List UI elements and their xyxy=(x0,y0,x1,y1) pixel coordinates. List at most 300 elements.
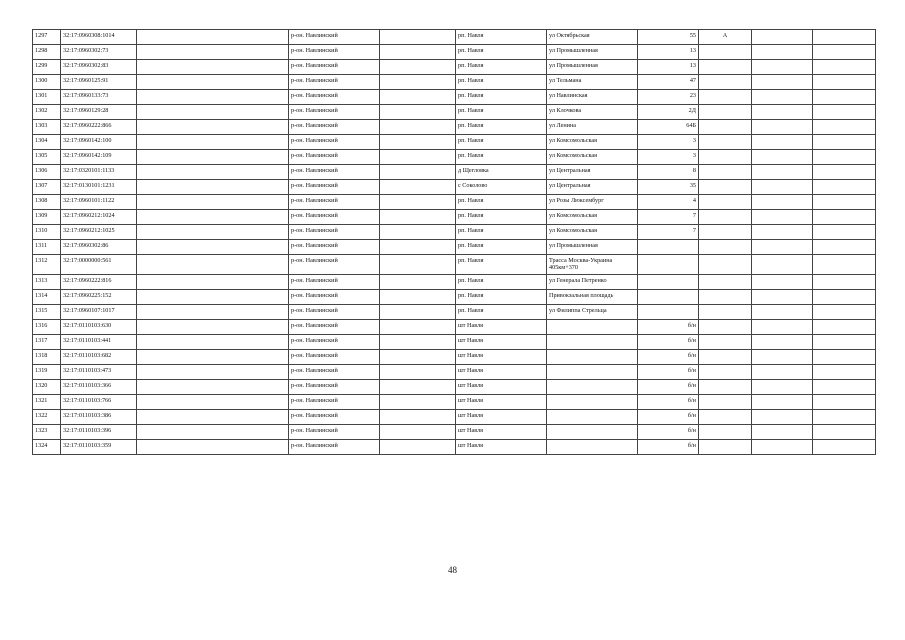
empty-cell xyxy=(380,105,456,120)
table-row xyxy=(33,305,876,320)
house-number-cell: 8 xyxy=(638,165,699,180)
street-cell: ул Клочкова xyxy=(547,105,638,120)
empty-cell xyxy=(813,135,876,150)
locality-cell: рп. Навля xyxy=(456,90,547,105)
empty-cell xyxy=(380,45,456,60)
house-number-cell: б/н xyxy=(638,350,699,365)
table-row xyxy=(33,150,876,165)
locality-cell: рп. Навля xyxy=(456,305,547,320)
empty-cell xyxy=(813,225,876,240)
table-row xyxy=(33,180,876,195)
empty-cell xyxy=(813,440,876,455)
district-cell: р-он. Навлинский xyxy=(289,350,380,365)
table-row xyxy=(33,290,876,305)
locality-cell: рп. Навля xyxy=(456,195,547,210)
table-row xyxy=(33,165,876,180)
empty-cell xyxy=(752,135,813,150)
district-cell: р-он. Навлинский xyxy=(289,275,380,290)
empty-cell xyxy=(752,60,813,75)
empty-cell xyxy=(752,365,813,380)
street-cell: Трасса Москва-Украина 405км+370 xyxy=(547,255,638,275)
district-cell: р-он. Навлинский xyxy=(289,120,380,135)
table-row xyxy=(33,240,876,255)
house-number-cell: 2Д xyxy=(638,105,699,120)
empty-cell xyxy=(813,60,876,75)
table-row xyxy=(33,380,876,395)
locality-cell: рп. Навля xyxy=(456,30,547,45)
empty-cell xyxy=(137,135,289,150)
empty-cell xyxy=(752,120,813,135)
table-row xyxy=(33,210,876,225)
empty-cell xyxy=(137,105,289,120)
locality-cell: рп. Навля xyxy=(456,120,547,135)
house-number-cell: 7 xyxy=(638,210,699,225)
district-cell: р-он. Навлинский xyxy=(289,380,380,395)
district-cell: р-он. Навлинский xyxy=(289,425,380,440)
cadastral-number-cell: 32:17:0000000:561 xyxy=(61,255,137,275)
cadastral-number-cell: 32:17:0110103:386 xyxy=(61,410,137,425)
letter-cell xyxy=(699,120,752,135)
letter-cell xyxy=(699,150,752,165)
empty-cell xyxy=(813,425,876,440)
empty-cell xyxy=(380,135,456,150)
locality-cell: рп. Навля xyxy=(456,210,547,225)
house-number-cell: 3 xyxy=(638,150,699,165)
cadastral-number-cell: 32:17:0960212:1025 xyxy=(61,225,137,240)
cadastral-number-cell: 32:17:0110103:366 xyxy=(61,380,137,395)
district-cell: р-он. Навлинский xyxy=(289,45,380,60)
row-number-cell: 1301 xyxy=(33,90,61,105)
street-cell: ул Центральная xyxy=(547,165,638,180)
letter-cell xyxy=(699,275,752,290)
locality-cell: рп. Навля xyxy=(456,150,547,165)
empty-cell xyxy=(137,75,289,90)
empty-cell xyxy=(752,165,813,180)
locality-cell: рп. Навля xyxy=(456,290,547,305)
empty-cell xyxy=(813,30,876,45)
house-number-cell: 13 xyxy=(638,60,699,75)
row-number-cell: 1322 xyxy=(33,410,61,425)
house-number-cell: 3 xyxy=(638,135,699,150)
empty-cell xyxy=(813,305,876,320)
cadastral-number-cell: 32:17:0110103:630 xyxy=(61,320,137,335)
empty-cell xyxy=(137,255,289,275)
cadastral-number-cell: 32:17:0960302:73 xyxy=(61,45,137,60)
empty-cell xyxy=(752,305,813,320)
house-number-cell: б/н xyxy=(638,440,699,455)
empty-cell xyxy=(137,150,289,165)
letter-cell xyxy=(699,210,752,225)
empty-cell xyxy=(380,410,456,425)
empty-cell xyxy=(380,440,456,455)
empty-cell xyxy=(380,275,456,290)
letter-cell xyxy=(699,135,752,150)
empty-cell xyxy=(813,410,876,425)
district-cell: р-он. Навлинский xyxy=(289,305,380,320)
empty-cell xyxy=(752,45,813,60)
district-cell: р-он. Навлинский xyxy=(289,180,380,195)
empty-cell xyxy=(380,195,456,210)
empty-cell xyxy=(137,165,289,180)
empty-cell xyxy=(752,90,813,105)
locality-cell: шт Навля xyxy=(456,410,547,425)
letter-cell xyxy=(699,225,752,240)
empty-cell xyxy=(380,320,456,335)
house-number-cell: 7 xyxy=(638,225,699,240)
empty-cell xyxy=(137,210,289,225)
district-cell: р-он. Навлинский xyxy=(289,165,380,180)
letter-cell xyxy=(699,75,752,90)
locality-cell: шт Навля xyxy=(456,425,547,440)
row-number-cell: 1299 xyxy=(33,60,61,75)
empty-cell xyxy=(752,290,813,305)
district-cell: р-он. Навлинский xyxy=(289,195,380,210)
empty-cell xyxy=(813,320,876,335)
empty-cell xyxy=(380,165,456,180)
empty-cell xyxy=(752,320,813,335)
letter-cell xyxy=(699,425,752,440)
letter-cell xyxy=(699,380,752,395)
empty-cell xyxy=(752,410,813,425)
empty-cell xyxy=(752,195,813,210)
cadastral-number-cell: 32:17:0960222:866 xyxy=(61,120,137,135)
cadastral-number-cell: 32:17:0110103:441 xyxy=(61,335,137,350)
house-number-cell: б/н xyxy=(638,380,699,395)
district-cell: р-он. Навлинский xyxy=(289,90,380,105)
house-number-cell: 13 xyxy=(638,45,699,60)
locality-cell: рп. Навля xyxy=(456,255,547,275)
empty-cell xyxy=(813,165,876,180)
empty-cell xyxy=(813,150,876,165)
locality-cell: д Щегловка xyxy=(456,165,547,180)
house-number-cell: 55 xyxy=(638,30,699,45)
letter-cell xyxy=(699,290,752,305)
empty-cell xyxy=(380,90,456,105)
row-number-cell: 1318 xyxy=(33,350,61,365)
house-number-cell: 47 xyxy=(638,75,699,90)
street-cell: Привокзальная площадь xyxy=(547,290,638,305)
street-cell: ул Филиппа Стрельца xyxy=(547,305,638,320)
house-number-cell: 64Б xyxy=(638,120,699,135)
empty-cell xyxy=(137,275,289,290)
empty-cell xyxy=(380,255,456,275)
street-cell: ул Комсомольская xyxy=(547,210,638,225)
letter-cell xyxy=(699,395,752,410)
empty-cell xyxy=(813,255,876,275)
empty-cell xyxy=(813,365,876,380)
empty-cell xyxy=(137,365,289,380)
empty-cell xyxy=(752,105,813,120)
empty-cell xyxy=(137,440,289,455)
empty-cell xyxy=(752,255,813,275)
district-cell: р-он. Навлинский xyxy=(289,135,380,150)
empty-cell xyxy=(380,425,456,440)
empty-cell xyxy=(813,290,876,305)
row-number-cell: 1311 xyxy=(33,240,61,255)
table-row xyxy=(33,275,876,290)
locality-cell: шт Навля xyxy=(456,395,547,410)
row-number-cell: 1302 xyxy=(33,105,61,120)
empty-cell xyxy=(752,335,813,350)
empty-cell xyxy=(813,210,876,225)
district-cell: р-он. Навлинский xyxy=(289,410,380,425)
district-cell: р-он. Навлинский xyxy=(289,150,380,165)
row-number-cell: 1306 xyxy=(33,165,61,180)
row-number-cell: 1313 xyxy=(33,275,61,290)
letter-cell xyxy=(699,240,752,255)
letter-cell xyxy=(699,335,752,350)
letter-cell xyxy=(699,365,752,380)
cadastral-number-cell: 32:17:0110103:682 xyxy=(61,350,137,365)
empty-cell xyxy=(380,30,456,45)
cadastral-number-cell: 32:17:0960225:152 xyxy=(61,290,137,305)
cadastral-number-cell: 32:17:0960129:28 xyxy=(61,105,137,120)
registry-body xyxy=(33,30,876,455)
table-row xyxy=(33,350,876,365)
row-number-cell: 1308 xyxy=(33,195,61,210)
table-row xyxy=(33,195,876,210)
locality-cell: рп. Навля xyxy=(456,105,547,120)
street-cell: ул Промышленная xyxy=(547,45,638,60)
district-cell: р-он. Навлинский xyxy=(289,320,380,335)
empty-cell xyxy=(813,380,876,395)
street-cell: ул Комсомольская xyxy=(547,150,638,165)
empty-cell xyxy=(380,240,456,255)
empty-cell xyxy=(752,350,813,365)
table-row xyxy=(33,135,876,150)
empty-cell xyxy=(380,335,456,350)
empty-cell xyxy=(752,150,813,165)
row-number-cell: 1323 xyxy=(33,425,61,440)
empty-cell xyxy=(137,60,289,75)
letter-cell xyxy=(699,350,752,365)
page-number: 48 xyxy=(448,565,457,575)
street-cell: ул Октябрьская xyxy=(547,30,638,45)
empty-cell xyxy=(813,90,876,105)
district-cell: р-он. Навлинский xyxy=(289,60,380,75)
locality-cell: шт Навля xyxy=(456,440,547,455)
cadastral-number-cell: 32:17:0960107:1017 xyxy=(61,305,137,320)
street-cell xyxy=(547,410,638,425)
empty-cell xyxy=(137,240,289,255)
empty-cell xyxy=(137,225,289,240)
cadastral-number-cell: 32:17:0960212:1024 xyxy=(61,210,137,225)
table-row xyxy=(33,335,876,350)
locality-cell: рп. Навля xyxy=(456,225,547,240)
empty-cell xyxy=(380,150,456,165)
house-number-cell xyxy=(638,290,699,305)
district-cell: р-он. Навлинский xyxy=(289,440,380,455)
street-cell: ул Навлинская xyxy=(547,90,638,105)
table-row xyxy=(33,395,876,410)
house-number-cell xyxy=(638,255,699,275)
row-number-cell: 1316 xyxy=(33,320,61,335)
locality-cell: шт Навля xyxy=(456,365,547,380)
cadastral-number-cell: 32:17:0960101:1122 xyxy=(61,195,137,210)
locality-cell: шт Навля xyxy=(456,335,547,350)
street-cell xyxy=(547,440,638,455)
table-row xyxy=(33,45,876,60)
street-cell: ул Промышленная xyxy=(547,240,638,255)
street-cell: ул Генерала Петренко xyxy=(547,275,638,290)
letter-cell xyxy=(699,165,752,180)
street-cell: ул Центральная xyxy=(547,180,638,195)
locality-cell: шт Навля xyxy=(456,350,547,365)
street-cell: ул Ленина xyxy=(547,120,638,135)
empty-cell xyxy=(752,30,813,45)
row-number-cell: 1298 xyxy=(33,45,61,60)
house-number-cell: б/н xyxy=(638,425,699,440)
letter-cell: А xyxy=(699,30,752,45)
cadastral-number-cell: 32:17:0960142:100 xyxy=(61,135,137,150)
locality-cell: рп. Навля xyxy=(456,275,547,290)
empty-cell xyxy=(813,105,876,120)
letter-cell xyxy=(699,195,752,210)
table-row xyxy=(33,440,876,455)
row-number-cell: 1305 xyxy=(33,150,61,165)
row-number-cell: 1304 xyxy=(33,135,61,150)
table-row xyxy=(33,365,876,380)
house-number-cell: 23 xyxy=(638,90,699,105)
empty-cell xyxy=(137,395,289,410)
empty-cell xyxy=(380,60,456,75)
table-row xyxy=(33,60,876,75)
empty-cell xyxy=(813,45,876,60)
locality-cell: шт Навля xyxy=(456,320,547,335)
row-number-cell: 1317 xyxy=(33,335,61,350)
empty-cell xyxy=(380,395,456,410)
letter-cell xyxy=(699,60,752,75)
letter-cell xyxy=(699,440,752,455)
row-number-cell: 1320 xyxy=(33,380,61,395)
empty-cell xyxy=(752,425,813,440)
empty-cell xyxy=(137,120,289,135)
house-number-cell: б/н xyxy=(638,365,699,380)
letter-cell xyxy=(699,320,752,335)
empty-cell xyxy=(813,350,876,365)
row-number-cell: 1307 xyxy=(33,180,61,195)
row-number-cell: 1312 xyxy=(33,255,61,275)
house-number-cell: б/н xyxy=(638,395,699,410)
empty-cell xyxy=(813,335,876,350)
table-row xyxy=(33,105,876,120)
street-cell: ул Комсомольская xyxy=(547,225,638,240)
cadastral-number-cell: 32:17:0960142:109 xyxy=(61,150,137,165)
locality-cell: рп. Навля xyxy=(456,45,547,60)
empty-cell xyxy=(752,75,813,90)
locality-cell: рп. Навля xyxy=(456,135,547,150)
district-cell: р-он. Навлинский xyxy=(289,105,380,120)
house-number-cell xyxy=(638,275,699,290)
locality-cell: рп. Навля xyxy=(456,60,547,75)
table-row xyxy=(33,90,876,105)
locality-cell: шт Навля xyxy=(456,380,547,395)
empty-cell xyxy=(813,195,876,210)
empty-cell xyxy=(137,290,289,305)
empty-cell xyxy=(380,210,456,225)
district-cell: р-он. Навлинский xyxy=(289,365,380,380)
property-registry-table xyxy=(32,29,876,455)
street-cell: ул Розы Люксембург xyxy=(547,195,638,210)
cadastral-number-cell: 32:17:0320101:1133 xyxy=(61,165,137,180)
row-number-cell: 1324 xyxy=(33,440,61,455)
letter-cell xyxy=(699,255,752,275)
street-cell xyxy=(547,335,638,350)
empty-cell xyxy=(813,240,876,255)
empty-cell xyxy=(380,180,456,195)
empty-cell xyxy=(752,275,813,290)
empty-cell xyxy=(380,365,456,380)
row-number-cell: 1297 xyxy=(33,30,61,45)
district-cell: р-он. Навлинский xyxy=(289,395,380,410)
district-cell: р-он. Навлинский xyxy=(289,255,380,275)
row-number-cell: 1314 xyxy=(33,290,61,305)
empty-cell xyxy=(380,120,456,135)
letter-cell xyxy=(699,410,752,425)
empty-cell xyxy=(380,225,456,240)
empty-cell xyxy=(137,195,289,210)
cadastral-number-cell: 32:17:0960133:73 xyxy=(61,90,137,105)
district-cell: р-он. Навлинский xyxy=(289,335,380,350)
empty-cell xyxy=(752,180,813,195)
letter-cell xyxy=(699,180,752,195)
table-row xyxy=(33,320,876,335)
empty-cell xyxy=(380,350,456,365)
locality-cell: с Соколово xyxy=(456,180,547,195)
district-cell: р-он. Навлинский xyxy=(289,210,380,225)
district-cell: р-он. Навлинский xyxy=(289,240,380,255)
empty-cell xyxy=(380,75,456,90)
empty-cell xyxy=(752,440,813,455)
locality-cell: рп. Навля xyxy=(456,240,547,255)
cadastral-number-cell: 32:17:0960222:816 xyxy=(61,275,137,290)
street-cell: ул Промышленная xyxy=(547,60,638,75)
row-number-cell: 1300 xyxy=(33,75,61,90)
house-number-cell: б/н xyxy=(638,320,699,335)
district-cell: р-он. Навлинский xyxy=(289,225,380,240)
house-number-cell xyxy=(638,240,699,255)
table-row xyxy=(33,425,876,440)
cadastral-number-cell: 32:17:0960125:91 xyxy=(61,75,137,90)
table-row xyxy=(33,410,876,425)
street-cell: ул Комсомольская xyxy=(547,135,638,150)
letter-cell xyxy=(699,90,752,105)
row-number-cell: 1315 xyxy=(33,305,61,320)
house-number-cell: 4 xyxy=(638,195,699,210)
empty-cell xyxy=(380,305,456,320)
empty-cell xyxy=(137,180,289,195)
street-cell xyxy=(547,320,638,335)
empty-cell xyxy=(137,320,289,335)
locality-cell: рп. Навля xyxy=(456,75,547,90)
empty-cell xyxy=(137,90,289,105)
row-number-cell: 1303 xyxy=(33,120,61,135)
table-row xyxy=(33,30,876,45)
cadastral-number-cell: 32:17:0110103:396 xyxy=(61,425,137,440)
letter-cell xyxy=(699,45,752,60)
street-cell xyxy=(547,350,638,365)
street-cell xyxy=(547,365,638,380)
cadastral-number-cell: 32:17:0960302:86 xyxy=(61,240,137,255)
street-cell xyxy=(547,380,638,395)
district-cell: р-он. Навлинский xyxy=(289,290,380,305)
letter-cell xyxy=(699,305,752,320)
table-row xyxy=(33,255,876,275)
table-row xyxy=(33,225,876,240)
house-number-cell xyxy=(638,305,699,320)
empty-cell xyxy=(813,120,876,135)
empty-cell xyxy=(380,290,456,305)
